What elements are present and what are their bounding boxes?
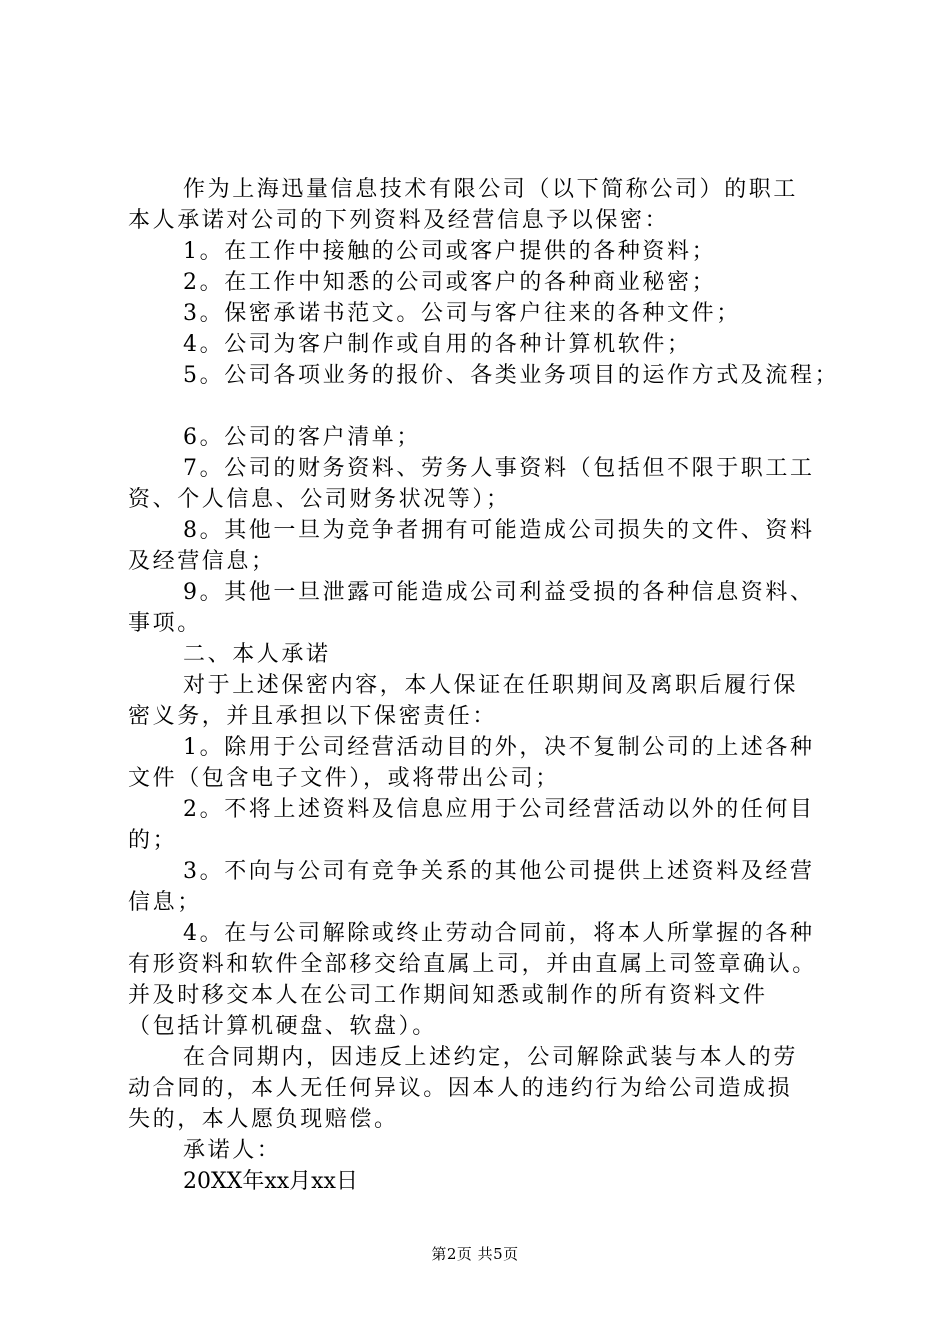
closing-paragraph-line-1: 在合同期内，因违反上述约定，公司解除武装与本人的劳 — [183, 1045, 799, 1070]
list-item-9-line-1: 9。其他一旦泄露可能造成公司利益受损的各种信息资料、 — [183, 580, 815, 605]
duty-item-2-line-1: 2。不将上述资料及信息应用于公司经营活动以外的任何目 — [183, 797, 815, 822]
list-item-8-line-2: 及经营信息； — [128, 549, 276, 574]
duty-item-2-line-2: 的； — [128, 828, 178, 853]
duty-item-4-line-2: 有形资料和软件全部移交给直属上司，并由直属上司签章确认。 — [128, 952, 817, 977]
duty-item-1-line-2: 文件（包含电子文件），或将带出公司； — [128, 766, 560, 791]
closing-paragraph-line-2: 动合同的，本人无任何异议。因本人的违约行为给公司造成损 — [128, 1076, 793, 1101]
commitment-paragraph-line-2: 密义务，并且承担以下保密责任： — [128, 704, 498, 729]
list-item-4: 4。公司为客户制作或自用的各种计算机软件； — [183, 332, 692, 357]
intro-paragraph-line-2: 本人承诺对公司的下列资料及经营信息予以保密： — [128, 208, 670, 233]
duty-item-4-line-3: 并及时移交本人在公司工作期间知悉或制作的所有资料文件 — [128, 983, 768, 1008]
commitment-paragraph-line-1: 对于上述保密内容，本人保证在任职期间及离职后履行保 — [183, 673, 799, 698]
duty-item-4-line-4: （包括计算机硬盘、软盘）。 — [128, 1014, 437, 1039]
duty-item-3-line-2: 信息； — [128, 890, 202, 915]
list-item-7-line-2: 资、个人信息、公司财务状况等）； — [128, 487, 511, 512]
duty-item-4-line-1: 4。在与公司解除或终止劳动合同前，将本人所掌握的各种 — [183, 921, 815, 946]
list-item-6: 6。公司的客户清单； — [183, 425, 421, 450]
blank-line — [128, 391, 840, 422]
section-heading: 二、本人承诺 — [183, 642, 331, 667]
signatory-label: 承诺人： — [183, 1138, 282, 1163]
document-body — [128, 174, 840, 1197]
signature-date: 20XX年xx月xx日 — [183, 1169, 358, 1194]
list-item-7-line-1: 7。公司的财务资料、劳务人事资料（包括但不限于职工工 — [183, 456, 815, 481]
duty-item-1-line-1: 1。除用于公司经营活动目的外，决不复制公司的上述各种 — [183, 735, 815, 760]
list-item-2: 2。在工作中知悉的公司或客户的各种商业秘密； — [183, 270, 717, 295]
list-item-3: 3。保密承诺书范文。公司与客户往来的各种文件； — [183, 301, 741, 326]
intro-paragraph-line-1: 作为上海迅量信息技术有限公司（以下简称公司）的职工 — [183, 177, 799, 202]
list-item-8-line-1: 8。其他一旦为竞争者拥有可能造成公司损失的文件、资料 — [183, 518, 815, 543]
page-footer: 第2页 共5页 — [431, 1245, 519, 1263]
duty-item-3-line-1: 3。不向与公司有竞争关系的其他公司提供上述资料及经营 — [183, 859, 815, 884]
list-item-5: 5。公司各项业务的报价、各类业务项目的运作方式及流程； — [183, 363, 840, 388]
closing-paragraph-line-3: 失的，本人愿负现赔偿。 — [128, 1107, 399, 1132]
list-item-1: 1。在工作中接触的公司或客户提供的各种资料； — [183, 239, 717, 264]
list-item-9-line-2: 事项。 — [128, 611, 202, 636]
